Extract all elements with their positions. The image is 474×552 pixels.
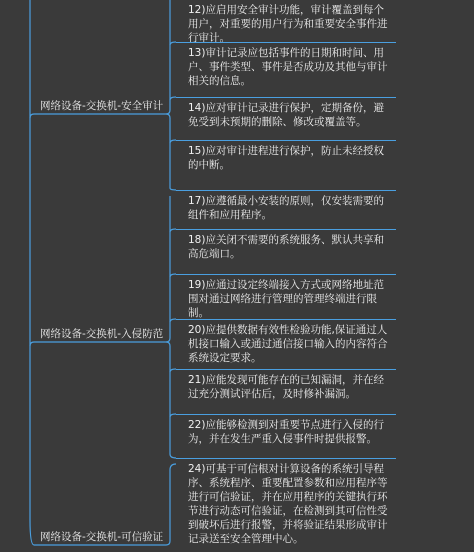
list-item: 19)应通过设定终端接入方式或网络地址范围对通过网络进行管理的管理终端进行限制。 bbox=[176, 274, 396, 322]
list-item: 24)可基于可信根对计算设备的系统引导程序、系统程序、重要配置参数和应用程序等进行可信验证，并在应用程序的关键执行环节进行动态可信验证，在检测到其可信性受到破坏后进行报警，并将验证结果形成审计记录送至安全管理中心。 bbox=[176, 458, 396, 548]
list-item: 18)应关闭不需要的系统服务、默认共享和高危端口。 bbox=[176, 229, 396, 263]
branch-line-audit bbox=[30, 114, 166, 118]
list-item: 14)应对审计记录进行保护，定期备份，避免受到未预期的删除、修改或覆盖等。 bbox=[176, 97, 396, 131]
list-item: 13)审计记录应包括事件的日期和时间、用户、事件类型、事件是否成功及其他与审计相关的信息。 bbox=[176, 42, 396, 90]
list-item: 22)应能够检测到对重要节点进行入侵的行为，并在发生严重入侵事件时提供报警。 bbox=[176, 414, 396, 448]
list-item: 15)应对审计进程进行保护，防止未经授权的中断。 bbox=[176, 140, 396, 174]
list-item: 17)应遵循最小安装的原则，仅安装需要的组件和应用程序。 bbox=[176, 190, 396, 224]
list-item: 12)应启用安全审计功能，审计覆盖到每个用户，对重要的用户行为和重要安全事件进行审计。 bbox=[188, 4, 388, 44]
list-item: 21)应能发现可能存在的已知漏洞，并在经过充分测试评估后，及时修补漏洞。 bbox=[176, 369, 396, 403]
category-intrusion-prevention: 网络设备-交换机-入侵防范 bbox=[40, 328, 164, 340]
category-security-audit: 网络设备-交换机-安全审计 bbox=[40, 100, 164, 112]
branch-line-intrusion bbox=[30, 342, 166, 346]
category-trusted-verification: 网络设备-交换机-可信验证 bbox=[40, 531, 164, 543]
list-item: 20)应提供数据有效性检验功能,保证通过人机接口输入或通过通信接口输入的内容符合系统设定要求。 bbox=[176, 319, 396, 367]
